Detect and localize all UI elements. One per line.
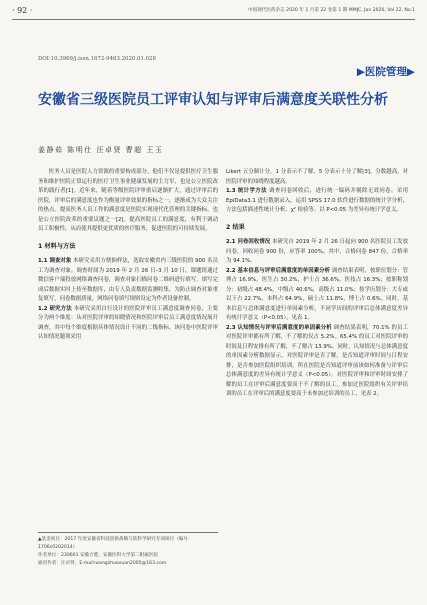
subheading-r2: 2.2 基本信息与评审后满意度的单因素分析 — [226, 267, 331, 274]
section-tag: ▶医院管理▶ — [356, 66, 415, 78]
contact-note: 通讯作者：汪卓贤，E-mail:wangzhuoxuan2005@163.com — [38, 561, 167, 566]
paragraph-survey — [38, 257, 218, 305]
r2-text: 调查结果表明，按职位划分：管理占 16.9%，医生占 30.2%，护士占 36.6%，医技占 16.3%；按职称划分：初级占 48.4%，中级占 40.6%，高级占 11.0%；按学历划分：大专或以下占 22.7%，本科占 64.9%，硕士占 11.8%，博士占 0.6%。同时，基本信息与总体满意度进行单因素分析，不同学历间的评审后总体满意度差异有统计学意义（P<0.05），见表 1。 — [226, 267, 408, 321]
subheading-r1: 2.1 问卷回收情况 — [226, 239, 271, 245]
author-list: 姜静茹 陈明仕 汪卓贤 曹超 王玉 — [38, 146, 164, 154]
paragraph-tool — [38, 305, 218, 343]
subheading-survey: 1.1 调查对象 — [38, 258, 72, 264]
section-heading-results: 2 结果 — [226, 223, 245, 231]
footnote — [38, 532, 218, 568]
page-number: · 92 · — [12, 6, 33, 15]
tool-text: 本研究采用自行设计的医院评审员工满意度调查问卷，主要分为两个维度：从对医院评审的知晓情况和医院评审后员工满意度情况展开调查。其中每个维度根据具体情况设计不同的二级指标。该问卷中医院评审认知情况题项采用 — [38, 305, 218, 340]
running-header — [12, 6, 415, 20]
paragraph-r3 — [226, 324, 408, 400]
survey-text: 本研究采用方便抽样法，选取安徽省内三级医院的 900 名员工为调查对象。调查时间为 2019 年 2 月 26 日–3 月 10 日。课题组通过微信客户端投放网络调查问卷，调查对象扫描问卷二维码进行填写。填写完成后数据实时上传至数据库，由专人负责数据监测收集。为防止调查对象重复填写，问卷数据质量，网络问卷填写规则设定为作者设备控制。 — [38, 258, 218, 302]
stats-text: 调查问卷回收后，进行统一编码并剔除无效问卷。采用 EpiData3.1 进行数据录入，运用 SPSS 17.0 软件进行数据的统计学分析，方法包括描述性统计分析、χ² 检验等。以 P<0.05 为差异有统计学意义。 — [226, 188, 408, 213]
paragraph-r2 — [226, 267, 408, 324]
affiliation-note: 作者单位：230601 安徽合肥，安徽医科大学第二附属医院 — [38, 553, 159, 558]
section-heading-methods: 1 材料与方法 — [38, 242, 76, 250]
left-column — [38, 168, 218, 343]
fund-note: ▲基金项目：2017 年度安徽省科技创新战略与软科学研究专项项目（编号：1706c0202014） — [38, 537, 193, 550]
journal-citation: 中国现代医药杂志 2020 年 1 月第 22 卷第 1 期 MMJC, Jan 2020, Vol 22, No.1 — [247, 8, 415, 13]
subheading-r3: 2.3 认知情况与评审后满意度的单因素分析 — [226, 324, 332, 331]
doi-line: DOI:10.3969/j.issn.1672-9463.2020.01.028 — [38, 56, 156, 62]
subheading-tool: 1.2 研究方法 — [38, 305, 72, 312]
paragraph-stats — [226, 187, 408, 216]
right-column — [226, 168, 408, 400]
subheading-stats: 1.3 统计学方法 — [226, 188, 267, 194]
r1-text: 本研究自 2019 年 2 月 26 日起向 900 名医院员工发放问卷，回收问卷 900 份，应答率 100%。其中，合格问卷 847 份，合格率为 94.1%。 — [226, 239, 408, 264]
r3-text: 调查结果表明，70.1% 的员工对医院评审都有所了解，不了解的仅占 5.2%。65.4% 的员工对医院评审的时间及日程安排有所了解，不了解占 13.9%。同时，认知情况与总体满意度的单因素分析数据显示，对医院评审是否了解，是否知道评审时间与日程安排，是否参加医院组织培训，所在医院是否知道评审前该如何准备与评审后总体满意度的差异有统计学意义（P<0.05）。对医院评审和评审时间安排了解的员工在评审后满意度要高于不了解的员工，参加过医院组织有关评审培训的员工在评审后的满意度要高于未参加过培训的员工，见表 2。 — [226, 324, 408, 397]
paragraph-continued: Likert 五分制计分，1 分表示不了解，5 分表示十分了解[3]。分数越高，对医院评审的知晓程度越高。 — [226, 169, 408, 185]
intro-paragraph: 医务人员是医院人力资源的重要构成部分，他们不仅是提供医疗卫生服务和维护医院正常运行的医疗卫生事业健康发展的主力军，也是公立医院改革的践行者[1]。近年来，随着等级医院评审重启逐渐扩大，通过评审后的医院，评审后的满意度也作为衡量评审效果的指标之一，逐渐成为大众关注的热点。提高医务人员工作的满意度是医院实现现代化管理的关键指标，也是公立医院改革的重要议题之一[2]。提高医院员工的满意度，有利于调动员工积极性，从而使其提供更优质的医疗服务，促进医院的可持续发展。 — [38, 169, 218, 232]
article-title: 安徽省三级医院员工评审认知与评审后满意度关联性分析 — [38, 92, 388, 108]
paragraph-r1 — [226, 238, 408, 267]
